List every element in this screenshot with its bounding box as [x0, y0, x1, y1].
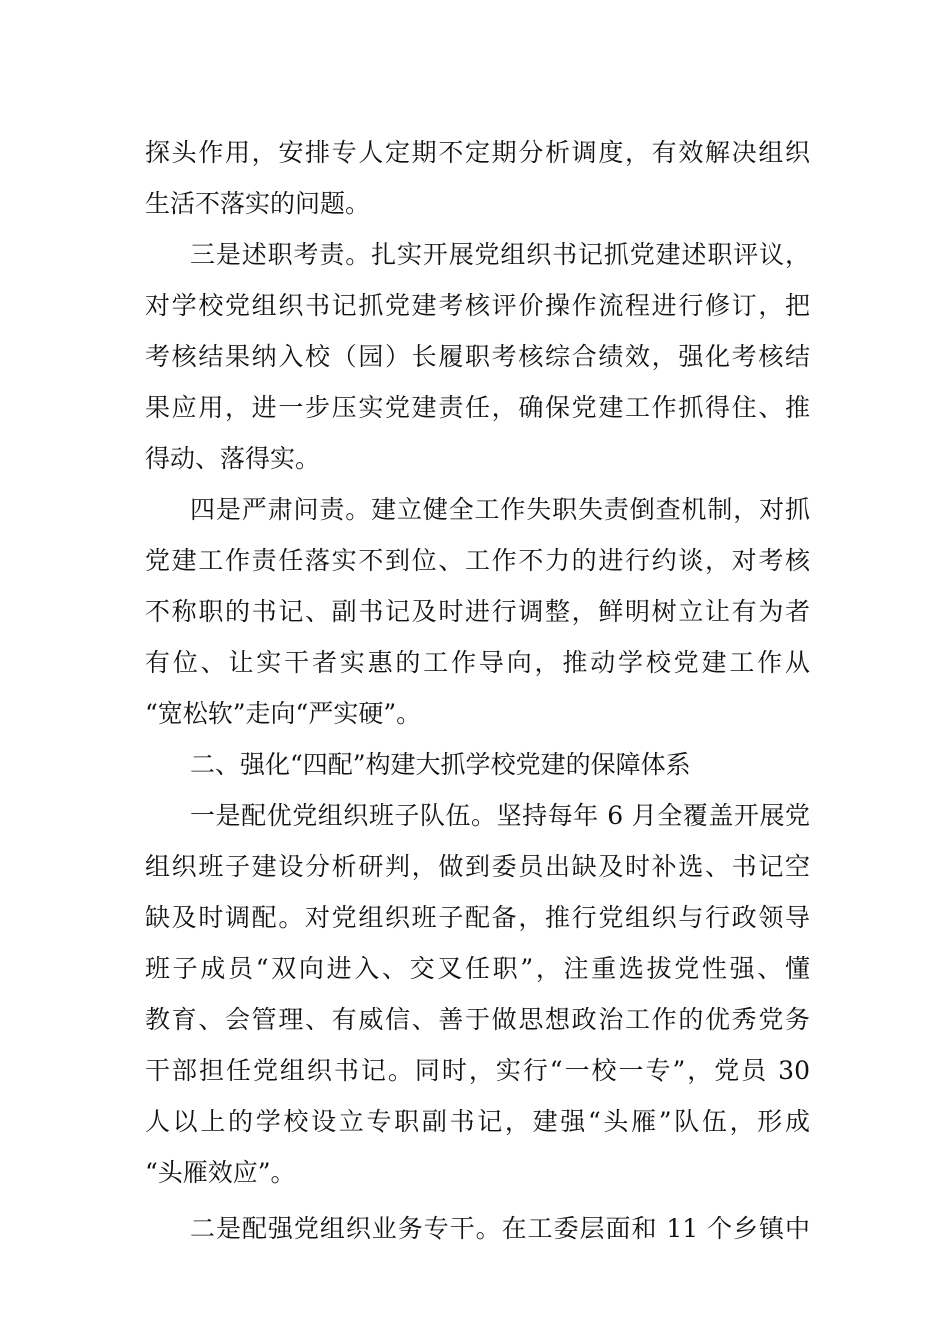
text-line: “头雁效应”。 [145, 1158, 296, 1187]
text-line: “宽松软”走向“严实硬”。 [145, 699, 422, 728]
text-line: 班子成员“双向进入、交叉任职”，注重选拔党性强、懂 [145, 954, 810, 983]
text-line: 四是严肃问责。建立健全工作失职失责倒查机制，对抓 [190, 495, 810, 524]
text-line: 果应用，进一步压实党建责任，确保党建工作抓得住、推 [145, 393, 810, 422]
text-line: 对学校党组织书记抓党建考核评价操作流程进行修订，把 [145, 291, 810, 320]
paragraph [145, 229, 810, 484]
paragraph [145, 484, 810, 739]
text-line: 组织班子建设分析研判，做到委员出缺及时补选、书记空 [145, 852, 810, 881]
paragraph [145, 790, 810, 1198]
text-line: 缺及时调配。对党组织班子配备，推行党组织与行政领导 [145, 903, 810, 932]
text-line: 探头作用，安排专人定期不定期分析调度，有效解决组织 [145, 138, 810, 167]
text-line: 二是配强党组织业务专干。在工委层面和 11 个乡镇中 [190, 1214, 810, 1243]
text-line: 考核结果纳入校（园）长履职考核综合绩效，强化考核结 [145, 342, 810, 371]
text-line: 党建工作责任落实不到位、工作不力的进行约谈，对考核 [145, 546, 810, 575]
text-line: 教育、会管理、有威信、善于做思想政治工作的优秀党务 [145, 1005, 810, 1034]
text-line: 得动、落得实。 [145, 444, 321, 473]
text-line: 生活不落实的问题。 [145, 189, 371, 218]
heading-line: 二、强化“四配”构建大抓学校党建的保障体系 [190, 750, 691, 779]
section-heading [145, 739, 810, 790]
text-line: 一是配优党组织班子队伍。坚持每年 6 月全覆盖开展党 [190, 801, 810, 830]
paragraph [145, 1203, 810, 1254]
document-body [145, 127, 810, 1254]
paragraph [145, 127, 810, 229]
text-line: 干部担任党组织书记。同时，实行“一校一专”，党员 30 [145, 1056, 810, 1085]
text-line: 三是述职考责。扎实开展党组织书记抓党建述职评议， [190, 240, 810, 269]
text-line: 有位、让实干者实惠的工作导向，推动学校党建工作从 [145, 648, 810, 677]
text-line: 不称职的书记、副书记及时进行调整，鲜明树立让有为者 [145, 597, 810, 626]
text-line: 人以上的学校设立专职副书记，建强“头雁”队伍，形成 [145, 1107, 810, 1136]
